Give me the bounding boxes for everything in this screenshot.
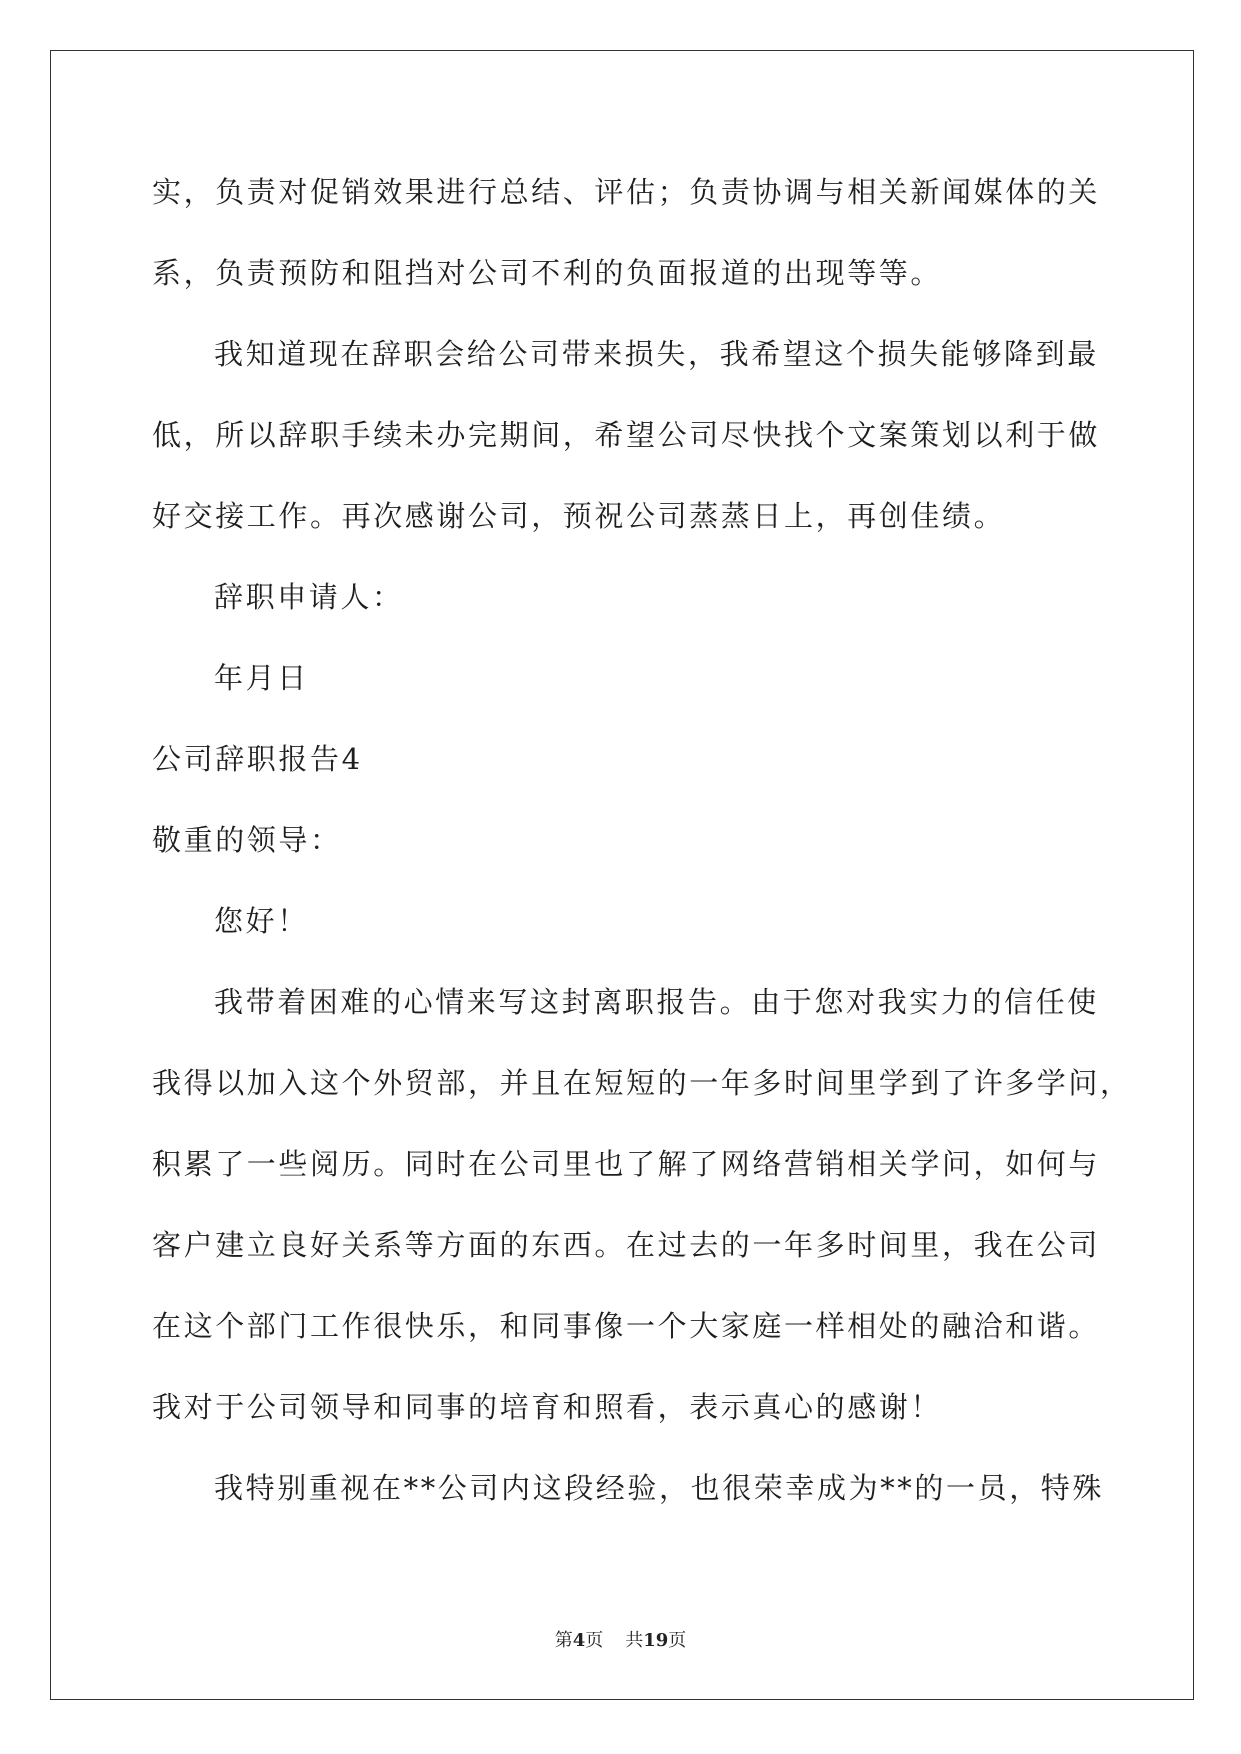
text-line: 我特别重视在**公司内这段经验，也很荣幸成为**的一员，特殊 (214, 1471, 1105, 1505)
total-prefix: 共 (625, 1630, 644, 1651)
text-line: 系，负责预防和阻挡对公司不利的负面报道的出现等等。 (152, 256, 943, 290)
page-footer (0, 1626, 1241, 1652)
text-line: 我知道现在辞职会给公司带来损失，我希望这个损失能够降到最 (214, 337, 1099, 371)
total-suffix: 页 (668, 1630, 687, 1651)
salutation: 敬重的领导： (152, 823, 342, 857)
page-number: 4 (572, 1630, 586, 1651)
text-line: 在这个部门工作很快乐，和同事像一个大家庭一样相处的融洽和谐。 (152, 1309, 1101, 1343)
section-heading: 公司辞职报告4 (152, 742, 363, 776)
page-prefix: 第 (554, 1630, 573, 1651)
text-line: 实，负责对促销效果进行总结、评估；负责协调与相关新闻媒体的关 (152, 175, 1101, 209)
document-body (152, 158, 1132, 1535)
text-line: 我得以加入这个外贸部，并且在短短的一年多时间里学到了许多学问， (152, 1066, 1132, 1100)
text-line: 积累了一些阅历。同时在公司里也了解了网络营销相关学问，如何与 (152, 1147, 1101, 1181)
text-line: 客户建立良好关系等方面的东西。在过去的一年多时间里，我在公司 (152, 1228, 1101, 1262)
total-pages: 19 (643, 1630, 669, 1651)
page-suffix: 页 (585, 1630, 604, 1651)
text-line: 我带着困难的心情来写这封离职报告。由于您对我实力的信任使 (214, 985, 1099, 1019)
date-line: 年月日 (214, 661, 309, 695)
signature-label: 辞职申请人： (214, 580, 404, 614)
greeting: 您好！ (214, 904, 309, 938)
text-line: 我对于公司领导和同事的培育和照看，表示真心的感谢！ (152, 1390, 943, 1424)
text-line: 低，所以辞职手续未办完期间，希望公司尽快找个文案策划以利于做 (152, 418, 1101, 452)
text-line: 好交接工作。再次感谢公司，预祝公司蒸蒸日上，再创佳绩。 (152, 499, 1006, 533)
